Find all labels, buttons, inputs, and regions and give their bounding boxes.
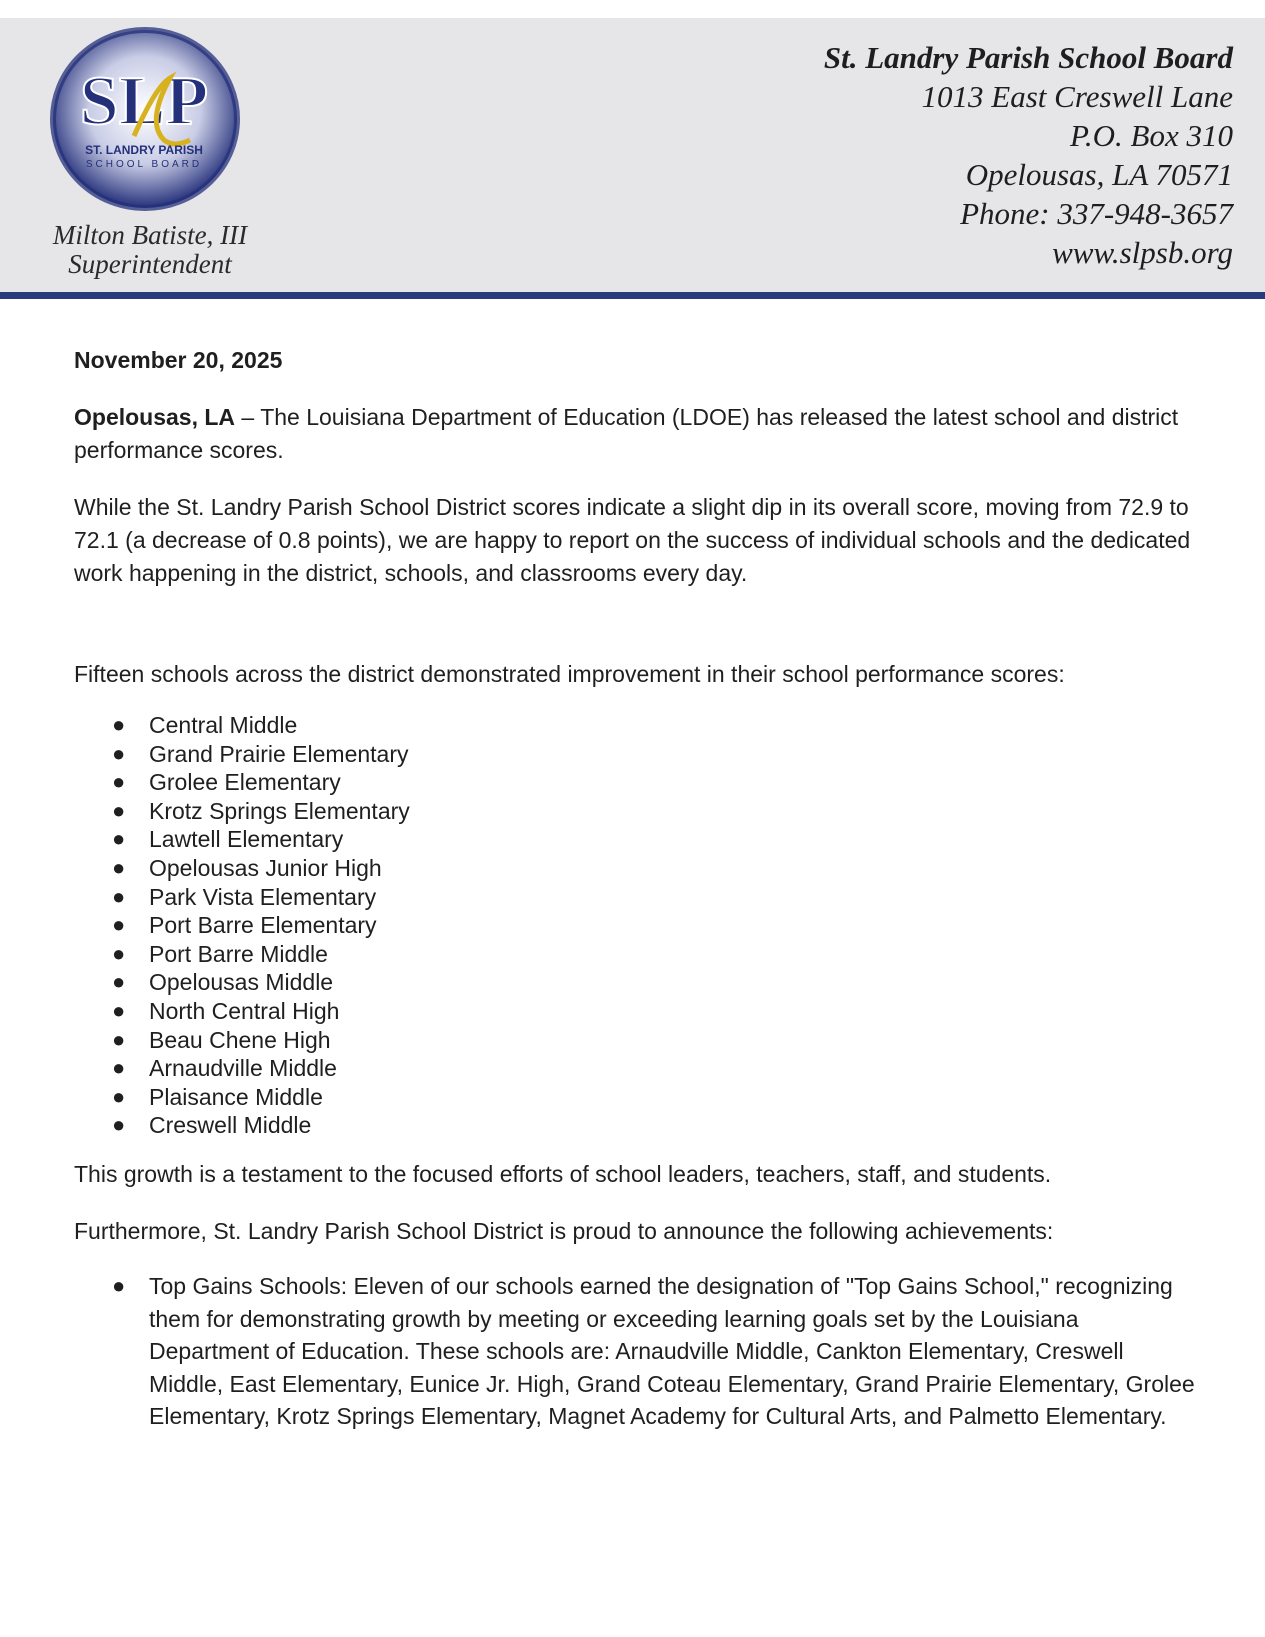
bullet-icon: ● xyxy=(112,997,126,1023)
school-item-text: Port Barre Elementary xyxy=(149,912,377,939)
bullet-icon: ● xyxy=(112,940,126,966)
intro-text: – The Louisiana Department of Education (LDOE) has released the latest school and district performance scores. xyxy=(74,404,1179,463)
bullet-icon: ● xyxy=(112,797,126,823)
superintendent-name: Milton Batiste, III xyxy=(52,220,248,250)
letterhead-divider xyxy=(0,292,1265,299)
school-item-text: Plaisance Middle xyxy=(149,1083,323,1110)
bullet-icon: ● xyxy=(112,883,126,909)
address-city: Opelousas, LA 70571 xyxy=(965,157,1233,192)
school-item xyxy=(74,768,1204,797)
logo-line-1: ST. LANDRY PARISH xyxy=(85,143,203,157)
school-item xyxy=(74,797,1204,826)
letter-date: November 20, 2025 xyxy=(74,347,283,373)
website[interactable]: www.slpsb.org xyxy=(1052,235,1233,270)
school-item xyxy=(74,740,1204,769)
growth-paragraph: This growth is a testament to the focused efforts of school leaders, teachers, staff, and students. xyxy=(74,1160,1052,1187)
school-item-text: Opelousas Middle xyxy=(149,969,334,996)
achievements-intro: Furthermore, St. Landry Parish School District is proud to announce the following achievements: xyxy=(74,1217,1054,1244)
school-item xyxy=(74,1026,1204,1055)
achievements-list xyxy=(74,1270,1204,1433)
address-po-box: P.O. Box 310 xyxy=(1069,118,1233,153)
bullet-icon: ● xyxy=(112,769,126,795)
school-item xyxy=(74,711,1204,740)
improved-schools-list xyxy=(74,711,1204,1140)
school-item-text: Central Middle xyxy=(149,712,298,738)
school-item xyxy=(74,825,1204,854)
school-item-text: Arnaudville Middle xyxy=(149,1055,337,1082)
school-item xyxy=(74,968,1204,997)
school-item-text: Creswell Middle xyxy=(149,1112,312,1139)
phone-number: Phone: 337-948-3657 xyxy=(960,196,1233,231)
school-item xyxy=(74,911,1204,940)
school-item-text: Port Barre Middle xyxy=(149,940,328,967)
letter-body xyxy=(74,344,1204,1433)
slpsb-logo xyxy=(46,24,242,214)
school-item xyxy=(74,883,1204,912)
score-paragraph: While the St. Landry Parish School District scores indicate a slight dip in its overall score, moving from 72.9 to 72.1 (a decrease of 0.8 points), we are happy to report on the success of individual schools and the dedicated work happening in the district, schools, and classrooms every day. xyxy=(74,494,1191,586)
school-item-text: Krotz Springs Elementary xyxy=(149,797,410,824)
school-item xyxy=(74,940,1204,969)
school-item-text: Grolee Elementary xyxy=(149,769,341,796)
dateline: Opelousas, LA xyxy=(74,404,236,430)
org-name: St. Landry Parish School Board xyxy=(823,40,1233,75)
superintendent-title: Superintendent xyxy=(68,249,232,279)
school-item-text: Lawtell Elementary xyxy=(149,826,344,853)
bullet-icon: ● xyxy=(112,1055,126,1081)
school-item xyxy=(74,1083,1204,1112)
school-item-text: Beau Chene High xyxy=(149,1026,331,1053)
bullet-icon: ● xyxy=(112,1026,126,1052)
school-item-text: Park Vista Elementary xyxy=(149,883,377,910)
bullet-icon: ● xyxy=(112,826,126,852)
bullet-icon: ● xyxy=(112,1272,126,1298)
logo-line-2: SCHOOL BOARD xyxy=(85,159,203,170)
bullet-icon: ● xyxy=(112,1083,126,1109)
logo-monogram: SLP xyxy=(79,63,209,140)
improvement-intro: Fifteen schools across the district demonstrated improvement in their school performance scores: xyxy=(74,661,1065,687)
bullet-icon: ● xyxy=(112,912,126,938)
address-street: 1013 East Creswell Lane xyxy=(921,79,1233,114)
bullet-icon: ● xyxy=(112,969,126,995)
bullet-icon: ● xyxy=(112,740,126,766)
achievement-item-text: Top Gains Schools: Eleven of our schools earned the designation of "Top Gains School," recognizing them for demonstrating growth by meeting or exceeding learning goals set by the Louisiana Department of Education. These schools are: Arnaudville Middle, Cankton Elementary, Creswell Middle, East Elementary, Eunice Jr. High, Grand Coteau Elementary, Grand Prairie Elementary, Grolee Elementary, Krotz Springs Elementary, Magnet Academy for Cultural Arts, and Palmetto Elementary. xyxy=(149,1272,1195,1430)
school-item-text: Grand Prairie Elementary xyxy=(149,740,409,767)
school-item xyxy=(74,854,1204,883)
bullet-icon: ● xyxy=(112,712,126,737)
achievement-item xyxy=(74,1270,1204,1433)
school-item-text: North Central High xyxy=(149,997,340,1024)
bullet-icon: ● xyxy=(112,854,126,880)
bullet-icon: ● xyxy=(112,1112,126,1138)
school-item xyxy=(74,997,1204,1026)
intro-paragraph xyxy=(74,401,1204,467)
school-item-text: Opelousas Junior High xyxy=(149,854,382,881)
address-block xyxy=(824,38,1233,272)
school-item xyxy=(74,1111,1204,1140)
school-item xyxy=(74,1054,1204,1083)
